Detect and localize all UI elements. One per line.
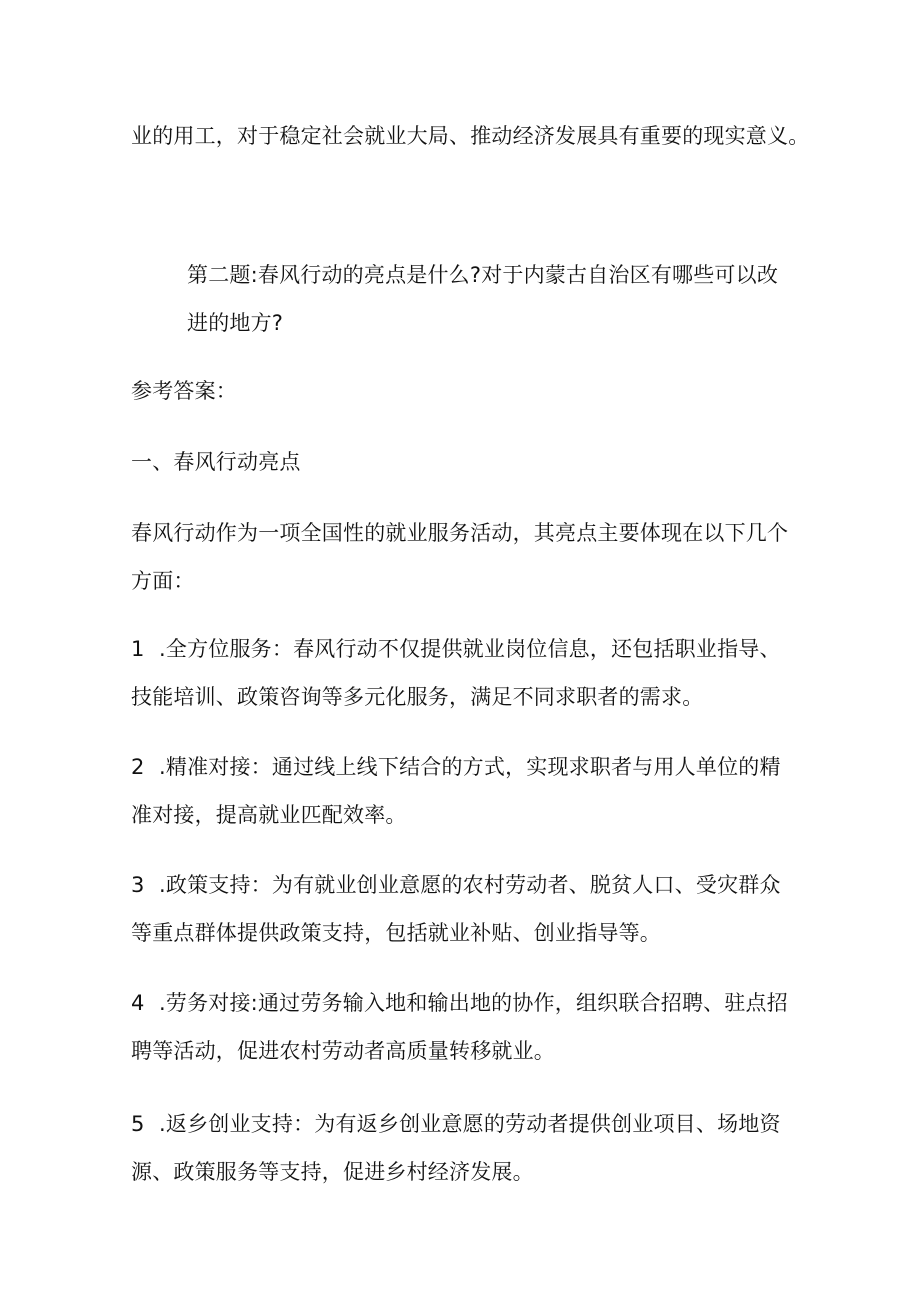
- question-line-2: 进的地方?: [187, 311, 284, 335]
- intro-tail-text: 业的用工，对于稳定社会就业大局、推动经济发展具有重要的现实意义。: [131, 124, 810, 148]
- list-item: [131, 751, 801, 831]
- list-item: [131, 869, 801, 949]
- list-item-number: 5: [131, 1112, 145, 1136]
- list-item-line-2: 源、政策服务等支持，促进乡村经济发展。: [131, 1160, 534, 1184]
- list-item-number: 4: [131, 991, 145, 1015]
- list-item-line-1: .全方位服务：春风行动不仅提供就业岗位信息，还包括职业指导、: [159, 637, 781, 661]
- paragraph-line-2: 方面：: [131, 569, 195, 593]
- list-item-line-2: 技能培训、政策咨询等多元化服务，满足不同求职者的需求。: [131, 685, 704, 709]
- list-item-line-1: .劳务对接:通过劳务输入地和输出地的协作，组织联合招聘、驻点招: [159, 991, 788, 1015]
- question-line-1: 第二题:春风行动的亮点是什么?对于内蒙古自治区有哪些可以改: [187, 263, 779, 287]
- list-item-line-1: .返乡创业支持：为有返乡创业意愿的劳动者提供创业项目、场地资: [159, 1112, 781, 1136]
- list-item: [131, 1108, 801, 1188]
- answer-label: 参考答案：: [131, 379, 237, 403]
- list-item-number: 3: [131, 873, 145, 897]
- list-item: [131, 633, 801, 713]
- list-item-number: 1: [131, 637, 145, 661]
- list-item-line-2: 等重点群体提供政策支持，包括就业补贴、创业指导等。: [131, 921, 661, 945]
- section-heading: 一、春风行动亮点: [131, 450, 301, 474]
- list-item-line-1: .精准对接：通过线上线下结合的方式，实现求职者与用人单位的精: [159, 755, 781, 779]
- list-item: [131, 987, 801, 1067]
- list-item-line-1: .政策支持：为有就业创业意愿的农村劳动者、脱贫人口、受灾群众: [159, 873, 781, 897]
- list-item-line-2: 聘等活动，促进农村劳动者高质量转移就业。: [131, 1039, 555, 1063]
- paragraph-line-1: 春风行动作为一项全国性的就业服务活动，其亮点主要体现在以下几个: [131, 521, 789, 545]
- list-item-number: 2: [131, 755, 145, 779]
- list-item-line-2: 准对接，提高就业匹配效率。: [131, 803, 407, 827]
